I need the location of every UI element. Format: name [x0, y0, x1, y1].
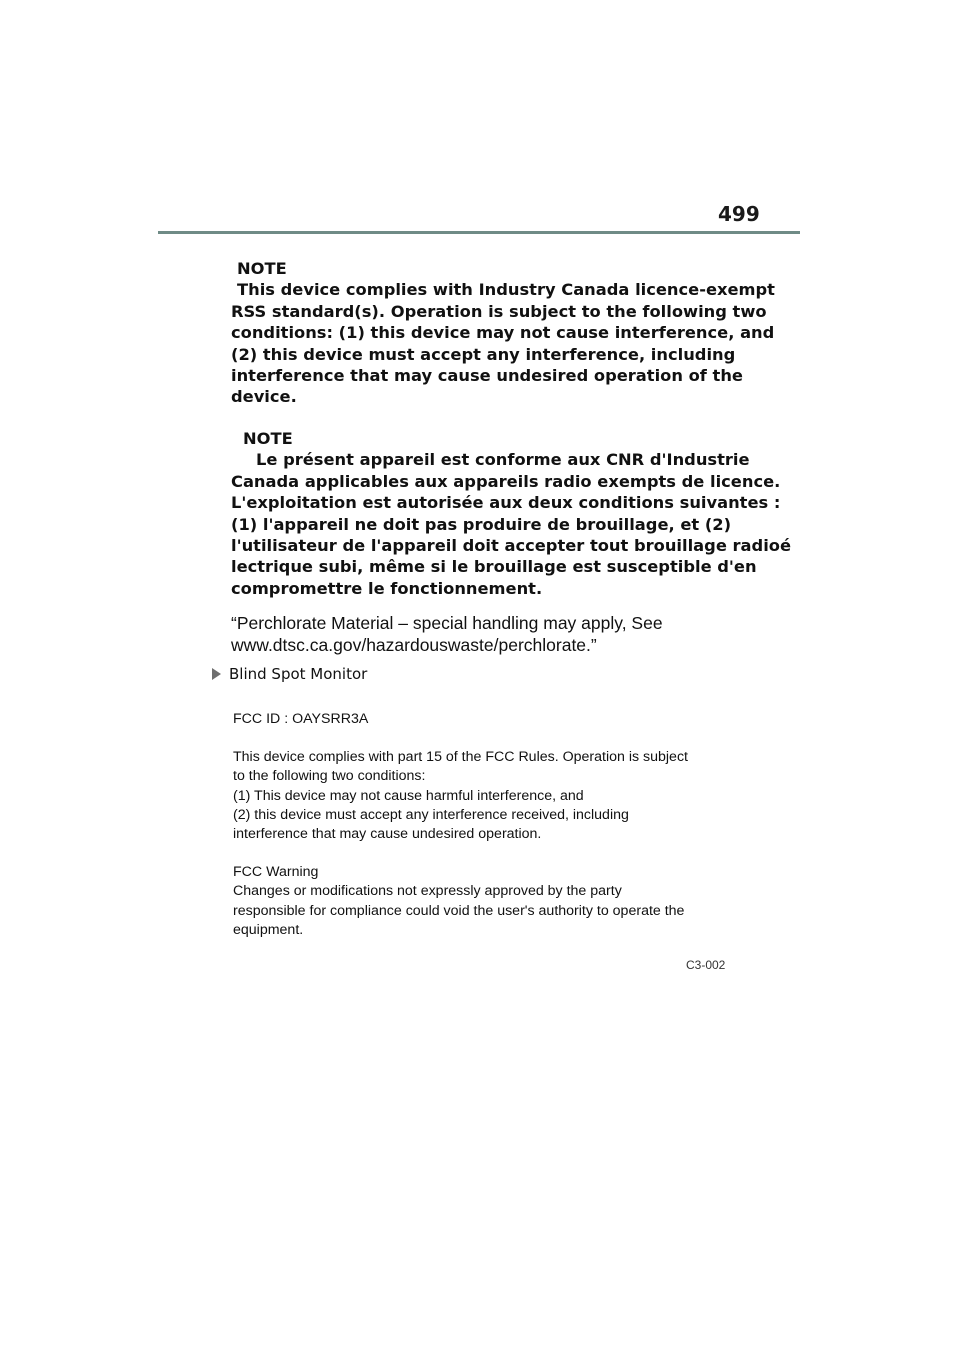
note-line: (2) this device must accept any interference, including — [231, 344, 736, 364]
note-heading: NOTE — [237, 259, 287, 278]
fcc-line: equipment. — [233, 921, 304, 938]
fcc-line: responsible for compliance could void the user's authority to operate the — [233, 902, 685, 919]
fcc-statement — [233, 748, 688, 844]
triangle-bullet-icon — [212, 668, 221, 680]
fcc-line: (2) this device must accept any interference received, including — [233, 806, 629, 823]
note-line: lectrique subi, même si le brouillage est susceptible d'en — [231, 557, 757, 577]
note-line: L'exploitation est autorisée aux deux conditions suivantes : — [231, 493, 781, 513]
perchlorate-notice — [231, 612, 663, 656]
fcc-line: to the following two conditions: — [233, 768, 426, 785]
fcc-line: interference that may cause undesired operation. — [233, 826, 542, 843]
fcc-line: (1) This device may not cause harmful interference, and — [233, 787, 584, 804]
fcc-line: This device complies with part 15 of the FCC Rules. Operation is subject — [233, 749, 688, 765]
fcc-id: FCC ID : OAYSRR3A — [233, 711, 369, 727]
note-english — [231, 258, 775, 408]
fcc-warning-title: FCC Warning — [233, 864, 319, 880]
fcc-line: Changes or modifications not expressly approved by the party — [233, 883, 622, 900]
note-french — [231, 428, 792, 599]
note-line: device. — [231, 387, 297, 407]
note-line: RSS standard(s). Operation is subject to the following two — [231, 301, 767, 321]
perchlorate-line: www.dtsc.ca.gov/hazardouswaste/perchlorate.” — [231, 635, 597, 655]
page-number: 499 — [718, 202, 760, 226]
header-divider — [158, 231, 800, 234]
note-line: compromettre le fonctionnement. — [231, 578, 543, 598]
section-heading — [212, 665, 367, 683]
note-heading: NOTE — [243, 429, 293, 448]
note-line: l'utilisateur de l'appareil doit accepter tout brouillage radioé — [231, 536, 792, 556]
note-line: This device complies with Industry Canada licence-exempt — [237, 280, 775, 300]
note-line: conditions: (1) this device may not cause interference, and — [231, 323, 775, 343]
perchlorate-line: “Perchlorate Material – special handling may apply, See — [231, 613, 663, 633]
note-line: Le présent appareil est conforme aux CNR d'Industrie — [256, 450, 750, 470]
note-line: interference that may cause undesired operation of the — [231, 366, 743, 386]
note-line: (1) l'appareil ne doit pas produire de brouillage, et (2) — [231, 514, 732, 534]
label-code: C3-002 — [686, 958, 726, 972]
section-title: Blind Spot Monitor — [229, 665, 368, 683]
fcc-warning — [233, 863, 684, 940]
note-line: Canada applicables aux appareils radio exempts de licence. — [231, 471, 781, 491]
